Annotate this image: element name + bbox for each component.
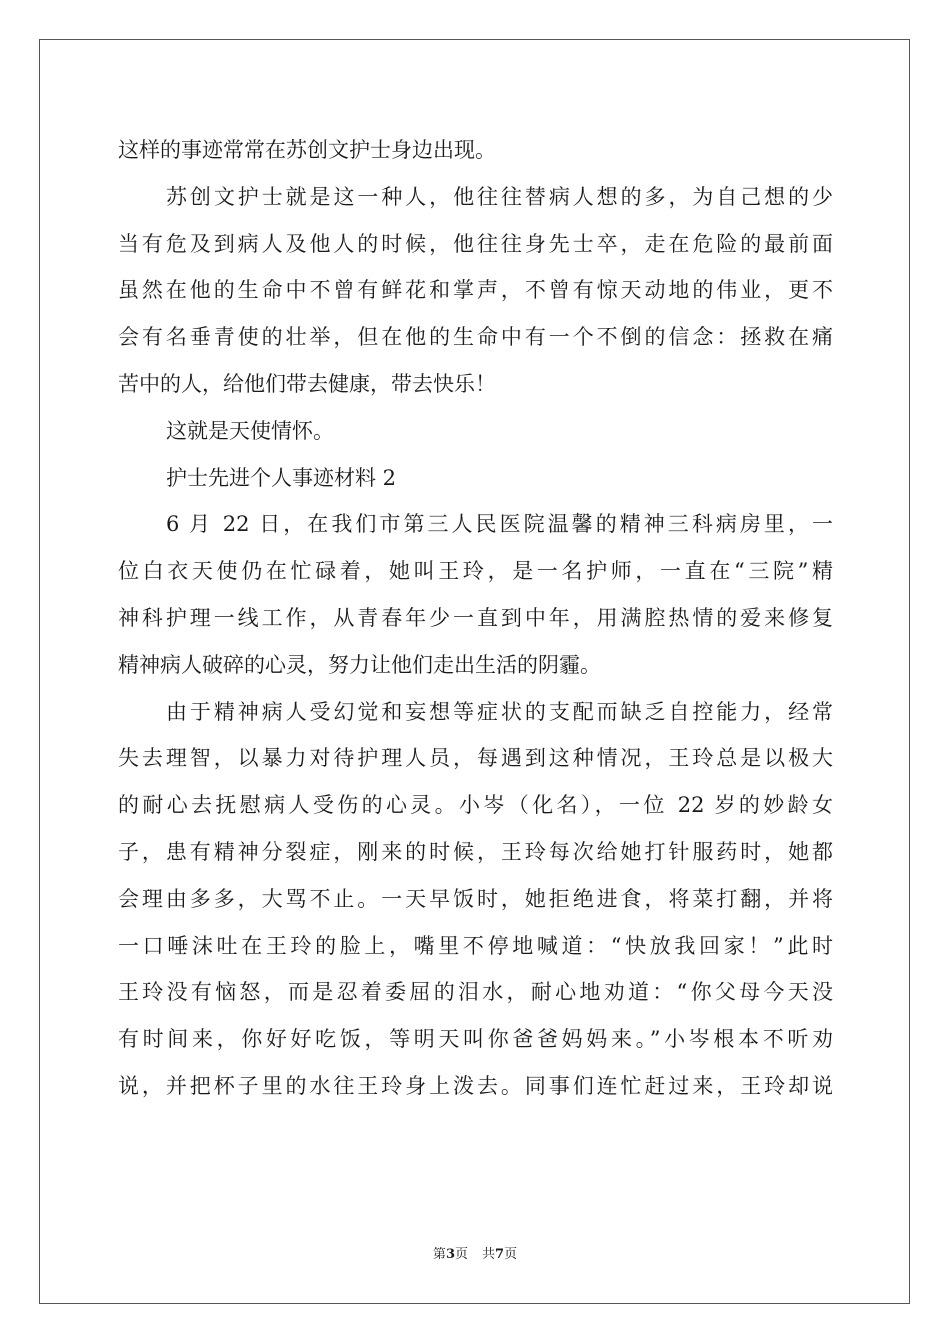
text-line: 失去理智，以暴力对待护理人员，每遇到这种情况，王玲总是以极大 [118, 746, 833, 771]
footer-page-unit: 页 [454, 1247, 468, 1262]
footer-total-prefix: 共 [482, 1247, 496, 1262]
text-line: 位白衣天使仍在忙碌着，她叫王玲，是一名护师，一直在“三院”精 [118, 559, 833, 584]
text-line: 6 月 22 日，在我们市第三人民医院温馨的精神三科病房里，一 [166, 512, 833, 537]
text-line: 会理由多多，大骂不止。一天早饭时，她拒绝进食，将菜打翻，并将 [118, 886, 833, 911]
text-line: 精神病人破碎的心灵，努力让他们走出生活的阴霾。 [118, 652, 601, 677]
text-line: 的耐心去抚慰病人受伤的心灵。小岑（化名），一位 22 岁的妙龄女 [118, 793, 833, 818]
text-line: 这样的事迹常常在苏创文护士身边出现。 [118, 138, 496, 162]
text-line: 说，并把杯子里的水往王玲身上泼去。同事们连忙赶过来，王玲却说 [118, 1073, 833, 1098]
text-line: 王玲没有恼怒，而是忍着委屈的泪水，耐心地劝道：“你父母今天没 [118, 980, 833, 1005]
text-line: 由于精神病人受幻觉和妄想等症状的支配而缺乏自控能力，经常 [166, 699, 833, 724]
text-line: 一口唾沫吐在王玲的脸上，嘴里不停地喊道：“快放我回家！”此时 [118, 933, 833, 958]
text-line: 苦中的人，给他们带去健康，带去快乐！ [118, 371, 496, 396]
footer-page-prefix: 第 [432, 1247, 446, 1262]
text-line: 神科护理一线工作，从青春年少一直到中年，用满腔热情的爱来修复 [118, 605, 833, 630]
text-line: 有时间来，你好好吃饭，等明天叫你爸爸妈妈来。”小岑根本不听劝 [118, 1027, 833, 1052]
footer-current-page: 3 [445, 1247, 455, 1262]
text-line: 当有危及到病人及他人的时候，他往往身先士卒，走在危险的最前面 [118, 231, 833, 256]
footer-total-pages: 7 [495, 1247, 505, 1262]
page-footer [0, 1243, 950, 1262]
text-line: 这就是天使情怀。 [166, 418, 334, 443]
document-body [118, 127, 833, 1110]
text-line: 会有名垂青使的壮举，但在他的生命中有一个不倒的信念：拯救在痛 [118, 325, 833, 350]
text-line: 子，患有精神分裂症，刚来的时候，王玲每次给她打针服药时，她都 [118, 839, 833, 864]
text-line: 苏创文护士就是这一种人，他往往替病人想的多，为自己想的少 [166, 184, 833, 209]
footer-total-unit: 页 [504, 1247, 518, 1262]
text-line: 虽然在他的生命中不曾有鲜花和掌声，不曾有惊天动地的伟业，更不 [118, 278, 833, 303]
text-line: 护士先进个人事迹材料 2 [166, 465, 397, 490]
